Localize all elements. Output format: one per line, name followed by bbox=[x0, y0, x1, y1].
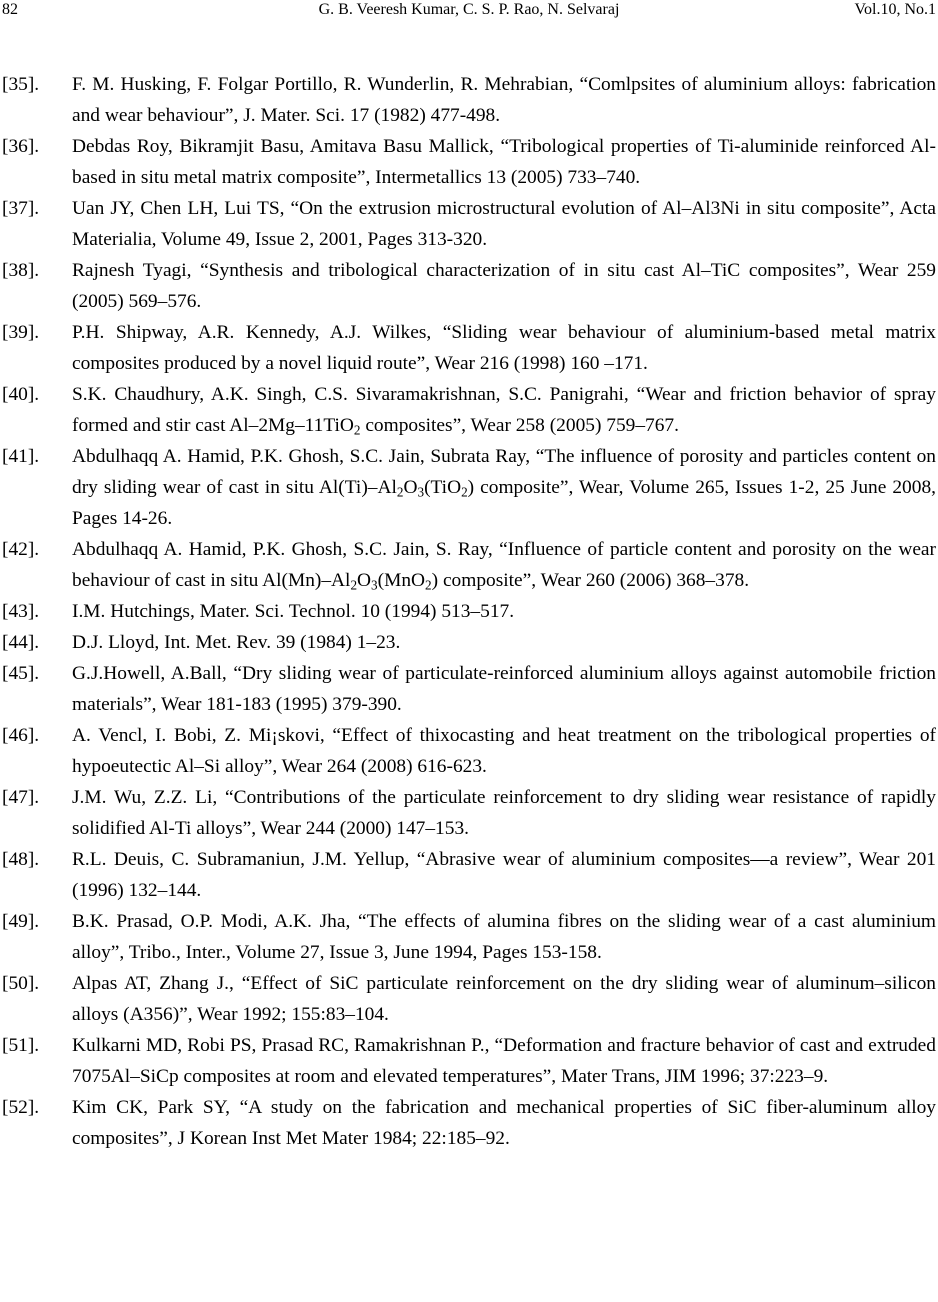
subscript: 2 bbox=[353, 422, 361, 438]
header-authors: G. B. Veeresh Kumar, C. S. P. Rao, N. Selvaraj bbox=[318, 1, 620, 18]
subscript: 2 bbox=[425, 577, 432, 593]
reference-text-segment: Rajnesh Tyagi, “Synthesis and tribological characterization of in situ cast Al–TiC composites”, Wear 259 (2005) 569–576. bbox=[72, 260, 936, 312]
reference-number: [51]. bbox=[2, 1035, 40, 1056]
reference-entry bbox=[0, 441, 938, 534]
subscript: 2 bbox=[461, 484, 468, 500]
reference-entry bbox=[0, 69, 938, 131]
reference-entry bbox=[0, 968, 938, 1030]
reference-text-segment: B.K. Prasad, O.P. Modi, A.K. Jha, “The effects of alumina fibres on the sliding wear of a cast aluminium alloy”, Tribo., Inter., Volume 27, Issue 3, June 1994, Pages 153-158. bbox=[72, 911, 936, 963]
reference-number: [39]. bbox=[2, 322, 40, 343]
reference-entry bbox=[0, 131, 938, 193]
reference-number: [37]. bbox=[2, 198, 40, 219]
reference-text-segment: Debdas Roy, Bikramjit Basu, Amitava Basu Mallick, “Tribological properties of Ti-aluminide reinforced Al-based in situ metal matrix composite”, Intermetallics 13 (2005) 733–740. bbox=[72, 136, 936, 188]
reference-number: [41]. bbox=[2, 446, 40, 467]
reference-text-segment: A. Vencl, I. Bobi, Z. Mi¡skovi, “Effect of thixocasting and heat treatment on the tribological properties of hypoeutectic Al–Si alloy”, Wear 264 (2008) 616-623. bbox=[72, 725, 936, 777]
reference-number: [50]. bbox=[2, 973, 40, 994]
reference-text bbox=[72, 968, 936, 1030]
reference-text bbox=[72, 782, 936, 844]
reference-text-segment: Abdulhaqq A. Hamid, P.K. Ghosh, S.C. Jain, Subrata Ray, “The influence of porosity and particles content on dry sliding wear of cast in situ Al(Ti)–Al bbox=[72, 446, 936, 498]
subscript: 2 bbox=[350, 577, 358, 593]
reference-text-segment: composites”, Wear 258 (2005) 759–767. bbox=[360, 415, 679, 436]
reference-text bbox=[72, 534, 936, 596]
reference-entry bbox=[0, 906, 938, 968]
reference-entry bbox=[0, 193, 938, 255]
reference-text bbox=[72, 658, 936, 720]
reference-entry bbox=[0, 1092, 938, 1154]
reference-number: [38]. bbox=[2, 260, 40, 281]
reference-entry bbox=[0, 534, 938, 596]
reference-number: [42]. bbox=[2, 539, 40, 560]
reference-text bbox=[72, 844, 936, 906]
reference-entry bbox=[0, 627, 938, 658]
reference-text bbox=[72, 441, 936, 534]
reference-number: [43]. bbox=[2, 601, 40, 622]
reference-entry bbox=[0, 720, 938, 782]
reference-entry bbox=[0, 596, 938, 627]
reference-number: [52]. bbox=[2, 1097, 40, 1118]
reference-text bbox=[72, 317, 936, 379]
reference-list bbox=[0, 69, 938, 1154]
reference-text-segment: I.M. Hutchings, Mater. Sci. Technol. 10 (1994) 513–517. bbox=[72, 601, 515, 622]
running-header bbox=[0, 0, 938, 22]
reference-text-segment: F. M. Husking, F. Folgar Portillo, R. Wunderlin, R. Mehrabian, “Comlpsites of aluminium alloys: fabrication and wear behaviour”, J. Mater. Sci. 17 (1982) 477-498. bbox=[72, 74, 936, 126]
reference-entry bbox=[0, 317, 938, 379]
reference-number: [45]. bbox=[2, 663, 40, 684]
reference-text-segment: (MnO bbox=[377, 570, 426, 591]
header-volume: Vol.10, No.1 bbox=[854, 1, 936, 18]
reference-text-segment: R.L. Deuis, C. Subramaniun, J.M. Yellup, “Abrasive wear of aluminium composites—a review”, Wear 201 (1996) 132–144. bbox=[72, 849, 936, 901]
reference-entry bbox=[0, 658, 938, 720]
reference-number: [40]. bbox=[2, 384, 40, 405]
reference-text-segment: Kulkarni MD, Robi PS, Prasad RC, Ramakrishnan P., “Deformation and fracture behavior of cast and extruded 7075Al–SiCp composites at room and elevated temperatures”, Mater Trans, JIM 1996; 37:223–9. bbox=[72, 1035, 936, 1087]
reference-text bbox=[72, 193, 936, 255]
reference-number: [44]. bbox=[2, 632, 40, 653]
reference-text-segment: Alpas AT, Zhang J., “Effect of SiC particulate reinforcement on the dry sliding wear of aluminum–silicon alloys (A356)”, Wear 1992; 155:83–104. bbox=[72, 973, 936, 1025]
subscript: 2 bbox=[396, 484, 404, 500]
reference-number: [49]. bbox=[2, 911, 40, 932]
reference-text bbox=[72, 1092, 936, 1154]
reference-number: [48]. bbox=[2, 849, 40, 870]
page-number: 82 bbox=[2, 1, 18, 18]
reference-text bbox=[72, 255, 936, 317]
reference-text-segment: (TiO bbox=[424, 477, 462, 498]
reference-text-segment: ) composite”, Wear, Volume 265, Issues 1-2, 25 June 2008, Pages 14-26. bbox=[72, 477, 936, 529]
reference-text-segment: O bbox=[403, 477, 418, 498]
reference-entry bbox=[0, 379, 938, 441]
reference-text bbox=[72, 69, 936, 131]
reference-text bbox=[72, 379, 936, 441]
reference-number: [47]. bbox=[2, 787, 40, 808]
subscript: 3 bbox=[371, 577, 378, 593]
reference-text-segment: Kim CK, Park SY, “A study on the fabrication and mechanical properties of SiC fiber-aluminum alloy composites”, J Korean Inst Met Mater 1984; 22:185–92. bbox=[72, 1097, 936, 1149]
subscript: 3 bbox=[417, 484, 425, 500]
reference-text-segment: J.M. Wu, Z.Z. Li, “Contributions of the particulate reinforcement to dry sliding wear resistance of rapidly solidified Al-Ti alloys”, Wear 244 (2000) 147–153. bbox=[72, 787, 936, 839]
reference-entry bbox=[0, 1030, 938, 1092]
reference-entry bbox=[0, 782, 938, 844]
reference-text-segment: Abdulhaqq A. Hamid, P.K. Ghosh, S.C. Jain, S. Ray, “Influence of particle content and porosity on the wear behaviour of cast in situ Al(Mn)–Al bbox=[72, 539, 936, 591]
reference-text-segment: P.H. Shipway, A.R. Kennedy, A.J. Wilkes, “Sliding wear behaviour of aluminium-based metal matrix composites produced by a novel liquid route”, Wear 216 (1998) 160 –171. bbox=[72, 322, 936, 374]
reference-text-segment: ) composite”, Wear 260 (2006) 368–378. bbox=[431, 570, 750, 591]
reference-entry bbox=[0, 844, 938, 906]
reference-text bbox=[72, 627, 936, 658]
reference-text-segment: O bbox=[357, 570, 372, 591]
reference-text-segment: Uan JY, Chen LH, Lui TS, “On the extrusion microstructural evolution of Al–Al3Ni in situ composite”, Acta Materialia, Volume 49, Issue 2, 2001, Pages 313-320. bbox=[72, 198, 936, 250]
reference-text bbox=[72, 906, 936, 968]
reference-text bbox=[72, 131, 936, 193]
reference-entry bbox=[0, 255, 938, 317]
reference-number: [35]. bbox=[2, 74, 40, 95]
reference-text bbox=[72, 596, 936, 627]
reference-text-segment: G.J.Howell, A.Ball, “Dry sliding wear of particulate-reinforced aluminium alloys against automobile friction materials”, Wear 181-183 (1995) 379-390. bbox=[72, 663, 936, 715]
reference-number: [36]. bbox=[2, 136, 40, 157]
reference-text-segment: D.J. Lloyd, Int. Met. Rev. 39 (1984) 1–23. bbox=[72, 632, 401, 653]
reference-text bbox=[72, 720, 936, 782]
reference-text-segment: S.K. Chaudhury, A.K. Singh, C.S. Sivaramakrishnan, S.C. Panigrahi, “Wear and friction behavior of spray formed and stir cast Al–2Mg–11TiO bbox=[72, 384, 936, 436]
reference-number: [46]. bbox=[2, 725, 40, 746]
reference-text bbox=[72, 1030, 936, 1092]
